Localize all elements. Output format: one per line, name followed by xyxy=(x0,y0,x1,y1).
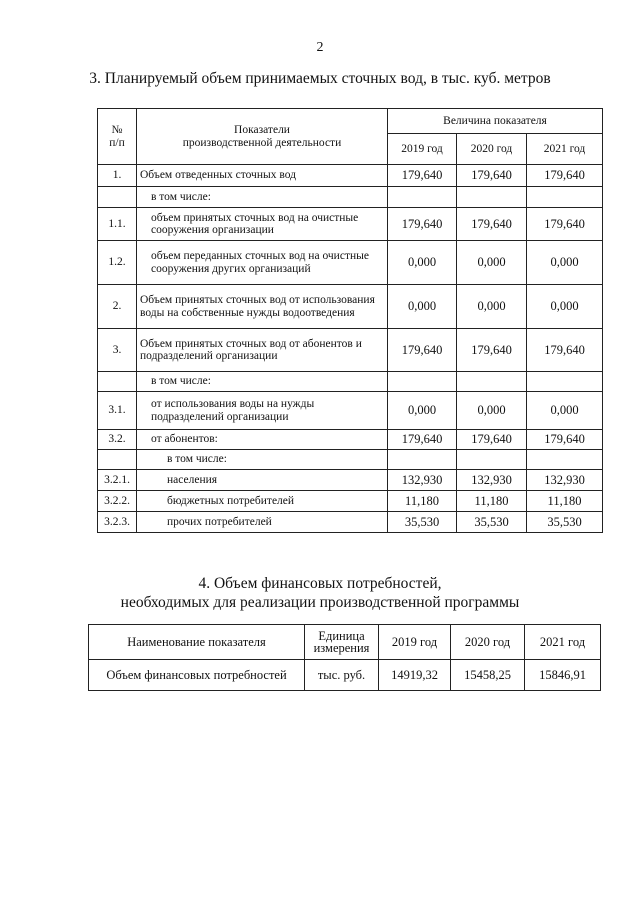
table-row xyxy=(98,208,603,241)
row-num: 1.1. xyxy=(98,208,137,241)
section-4-title-line1: 4. Объем финансовых потребностей, xyxy=(198,575,442,592)
row-unit: тыс. руб. xyxy=(305,660,379,691)
header-year-2020: 2020 год xyxy=(451,625,525,660)
row-label: бюджетных потребителей xyxy=(137,491,388,512)
row-value: 0,000 xyxy=(527,285,603,329)
wastewater-volume-table xyxy=(97,108,603,533)
table-row xyxy=(89,660,601,691)
row-label: от абонентов: xyxy=(137,430,388,450)
row-value: 179,640 xyxy=(527,165,603,187)
row-value: 0,000 xyxy=(388,241,457,285)
row-value: 35,530 xyxy=(457,512,527,533)
row-value xyxy=(457,372,527,392)
row-num: 3.2. xyxy=(98,430,137,450)
row-value: 179,640 xyxy=(457,165,527,187)
row-value xyxy=(388,187,457,208)
row-num: 3.2.2. xyxy=(98,491,137,512)
page-number: 2 xyxy=(316,40,324,55)
row-value xyxy=(527,372,603,392)
row-label: в том числе: xyxy=(137,187,388,208)
row-num: 3.2.3. xyxy=(98,512,137,533)
table-row xyxy=(98,430,603,450)
row-name: Объем финансовых потребностей xyxy=(89,660,305,691)
row-value: 15846,91 xyxy=(525,660,601,691)
table-row xyxy=(98,491,603,512)
row-value: 179,640 xyxy=(388,329,457,372)
row-value xyxy=(388,372,457,392)
table-row xyxy=(98,187,603,208)
row-label: в том числе: xyxy=(137,372,388,392)
row-value: 0,000 xyxy=(527,241,603,285)
row-value: 0,000 xyxy=(388,285,457,329)
row-label: населения xyxy=(137,470,388,491)
row-num: 1. xyxy=(98,165,137,187)
row-label: Объем принятых сточных вод от абонентов и подразделений организации xyxy=(137,329,388,372)
table-row xyxy=(98,329,603,372)
row-value: 179,640 xyxy=(457,329,527,372)
row-num: 1.2. xyxy=(98,241,137,285)
row-value: 35,530 xyxy=(388,512,457,533)
row-label: от использования воды на нужды подразделений организации xyxy=(137,392,388,430)
row-num: 3.2.1. xyxy=(98,470,137,491)
header-year-2021: 2021 год xyxy=(525,625,601,660)
header-year-2019: 2019 год xyxy=(388,134,457,165)
header-year-2021: 2021 год xyxy=(527,134,603,165)
row-value: 179,640 xyxy=(457,208,527,241)
header-unit: Единица измерения xyxy=(305,625,379,660)
row-num xyxy=(98,187,137,208)
row-value xyxy=(388,450,457,470)
row-value: 15458,25 xyxy=(451,660,525,691)
header-value: Величина показателя xyxy=(388,109,603,134)
row-label: Объем принятых сточных вод от использования воды на собственные нужды водоотведения xyxy=(137,285,388,329)
row-num xyxy=(98,450,137,470)
header-year-2019: 2019 год xyxy=(379,625,451,660)
row-value: 179,640 xyxy=(388,430,457,450)
row-value: 179,640 xyxy=(527,430,603,450)
table-row xyxy=(98,372,603,392)
row-num: 3.1. xyxy=(98,392,137,430)
row-value: 179,640 xyxy=(388,208,457,241)
row-value: 179,640 xyxy=(388,165,457,187)
section-3-title: 3. Планируемый объем принимаемых сточных вод, в тыс. куб. метров xyxy=(89,70,551,87)
row-label: объем переданных сточных вод на очистные сооружения других организаций xyxy=(137,241,388,285)
table-row xyxy=(98,392,603,430)
row-num: 3. xyxy=(98,329,137,372)
row-value: 14919,32 xyxy=(379,660,451,691)
row-value: 0,000 xyxy=(388,392,457,430)
row-value: 0,000 xyxy=(457,241,527,285)
header-indicator: Показатели производственной деятельности xyxy=(137,109,388,165)
table-row xyxy=(98,512,603,533)
table-row xyxy=(98,241,603,285)
row-label: объем принятых сточных вод на очистные сооружения организации xyxy=(137,208,388,241)
table-row xyxy=(98,165,603,187)
header-name: Наименование показателя xyxy=(89,625,305,660)
row-label: в том числе: xyxy=(137,450,388,470)
section-4-title-line2: необходимых для реализации производственной программы xyxy=(120,594,520,611)
row-value: 11,180 xyxy=(388,491,457,512)
row-value xyxy=(457,187,527,208)
financial-needs-table xyxy=(88,624,601,691)
table-row xyxy=(98,285,603,329)
row-value xyxy=(527,187,603,208)
row-value: 132,930 xyxy=(457,470,527,491)
table-row xyxy=(98,470,603,491)
row-value xyxy=(527,450,603,470)
row-num xyxy=(98,372,137,392)
row-value: 0,000 xyxy=(457,285,527,329)
row-value: 179,640 xyxy=(527,329,603,372)
table-row xyxy=(98,450,603,470)
header-num: № п/п xyxy=(98,109,137,165)
row-value: 179,640 xyxy=(457,430,527,450)
row-value: 11,180 xyxy=(457,491,527,512)
row-value: 0,000 xyxy=(527,392,603,430)
row-value: 179,640 xyxy=(527,208,603,241)
header-year-2020: 2020 год xyxy=(457,134,527,165)
row-value: 11,180 xyxy=(527,491,603,512)
row-value: 132,930 xyxy=(388,470,457,491)
row-value: 0,000 xyxy=(457,392,527,430)
row-label: Объем отведенных сточных вод xyxy=(137,165,388,187)
row-value: 132,930 xyxy=(527,470,603,491)
row-num: 2. xyxy=(98,285,137,329)
row-label: прочих потребителей xyxy=(137,512,388,533)
row-value: 35,530 xyxy=(527,512,603,533)
row-value xyxy=(457,450,527,470)
